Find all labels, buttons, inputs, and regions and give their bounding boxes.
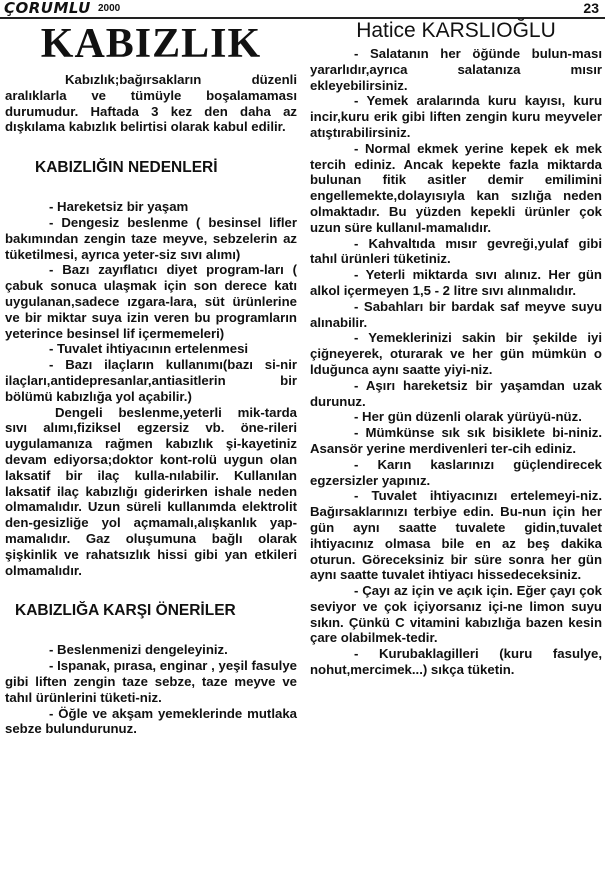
page-number: 23 xyxy=(583,0,599,16)
advice-item: - Mümkünse sık sık bisiklete bi-niniz. Asansör yerine merdivenleri ter-cih ediniz. xyxy=(310,425,602,456)
advice-item: - Tuvalet ihtiyacınızı ertelemeyi-niz. Bağırsaklarınızı terbiye edin. Bu-nun için her gün aynı saatte tuvalete gidin,tuvalet ihtiyacınız olmasa bile en az beş dakika oturun. Göreceksiniz bir süre sonra her gün aynı saatte tuvalet ihtiyacı hissedeceksiniz. xyxy=(310,488,602,583)
advice-item: - Karın kaslarınızı güçlendirecek egzersizler yapınız. xyxy=(310,456,602,488)
causes-heading: KABIZLIĞIN NEDENLERİ xyxy=(35,159,218,177)
advice-item: - Normal ekmek yerine kepek ek mek tercih ediniz. Ancak kepekte fazla miktarda bulunan fitik asitler demir emilimini engellemekte,dolayısıyla kan sızlığa neden olmaktadır. Bu yüzden kepekli ürünler çok uzun süre kullanıl-mamalıdır. xyxy=(310,140,602,235)
advice-item: - Yemek aralarında kuru kayısı, kuru incir,kuru erik gibi liften zengin kuru meyveler atıştırabilirsiniz. xyxy=(310,93,602,140)
cause-item: - Tuvalet ihtiyacının ertelenmesi xyxy=(49,341,249,357)
advice-item: - Öğle ve akşam yemeklerinde mutlaka sebze bulundurunuz. xyxy=(5,705,297,737)
intro-paragraph: Kabızlık;bağırsakların düzenli aralıklarla ve tümüyle boşalamaması durumudur. Haftada 3 kez den daha az dışkılama kabızlık belirtisi olarak kabul edilir. xyxy=(5,72,297,135)
advice-item: - Sabahları bir bardak saf meyve suyu alınabilir. xyxy=(310,298,602,330)
advice-item: - Çayı az için ve açık için. Eğer çayı çok seviyor ve çok içiyorsanız içi-ne limon suyu sıkın. Çünkü C vitamini kabızlığa bazen kesin çare olabilmek-tedir. xyxy=(310,583,602,646)
advice-item: - Kurubaklagilleri (kuru fasulye, nohut,mercimek...) sıkça tüketin. xyxy=(310,646,602,678)
magazine-logo: ÇORUMLU xyxy=(4,0,91,17)
advice-item: - Salatanın her öğünde bulun-ması yararlıdır,ayrıca salatanıza mısır ekleyebilirsiniz. xyxy=(310,46,602,93)
advice-item: - Her gün düzenli olarak yürüyü-nüz. xyxy=(354,409,582,425)
advice-item: - Beslenmenizi dengeleyiniz. xyxy=(49,642,228,658)
advice-item: - Aşırı hareketsiz bir yaşamdan uzak durunuz. xyxy=(310,377,602,409)
laxative-paragraph: Dengeli beslenme,yeterli mik-tarda sıvı alımı,fiziksel egzersiz vb. öne-rileri uygulamanıza rağmen kabızlık şi-kayetiniz devam ediyorsa;doktor kont-rolü uygun olan laksatif bir ilaç kulla-nılabilir. Kullanılan laksatif ilaç kabızlığı giderirken ishale neden olmamalıdır. Uzun süreli kullanımda elektrolit den-gesizliğe yol açmamalı,alışkanlık yap-mamalıdır. Gaz oluşumuna bağlı olarak şişkinlik ve rahatsızlık hissi gibi yan etkileri olmamalıdır. xyxy=(5,404,297,578)
left-column xyxy=(5,18,297,737)
right-column xyxy=(310,18,602,678)
advice-item: - Ispanak, pırasa, enginar , yeşil fasulye gibi liften zengin taze sebze, taze meyve ve tahıl ürünlerini tüketi-niz. xyxy=(5,658,297,705)
cause-item: - Hareketsiz bir yaşam xyxy=(49,199,189,215)
advice-item: - Kahvaltıda mısır gevreği,yulaf gibi tahıl ürünleri tüketiniz. xyxy=(310,235,602,267)
author-name: Hatice KARSLIOĞLU xyxy=(356,19,556,42)
cause-item: - Bazı ilaçların kullanımı(bazı si-nir ilaçları,antidepresanlar,antiasitlerin bir bölümü kabızlığa yol açabilir.) xyxy=(5,357,297,404)
advice-item: - Yemeklerinizi sakin bir şekilde iyi çiğneyerek, oturarak ve her gün mümkün o lduğunca aynı saatte yiyi-niz. xyxy=(310,330,602,377)
cause-item: - Bazı zayıflatıcı diyet program-ları ( çabuk sonuca ulaşmak için son derece katı uygulanan,sadece ızgara-lara, süt ürünlerine ve bir miktar suya izin veren bu programların yeterince besinsel lif içermemeleri) xyxy=(5,262,297,341)
advice-item: - Yeterli miktarda sıvı alınız. Her gün alkol içermeyen 1,5 - 2 litre sıvı alınmalıdır. xyxy=(310,267,602,298)
advice-heading: KABIZLIĞA KARŞI ÖNERİLER xyxy=(15,602,236,620)
issue-year: 2000 xyxy=(98,3,121,14)
article-title: KABIZLIK xyxy=(40,21,262,67)
cause-item: - Dengesiz beslenme ( besinsel lifler bakımından zengin taze meyve, sebzelerin az tüketilmesi, ayrıca yeter-siz sıvı alımı) xyxy=(5,214,297,262)
